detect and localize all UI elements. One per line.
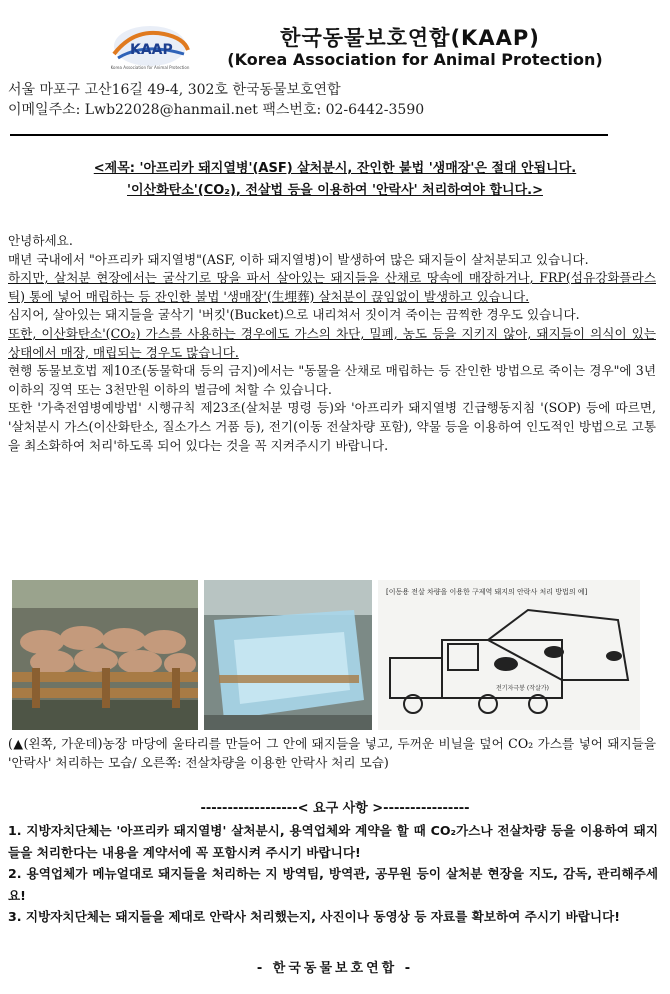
org-name: 한국동물보호연합(KAAP) [280, 26, 540, 50]
request-item: 3. 지방자치단체는 돼지들을 제대로 안락사 처리했는지, 사진이나 동영상 등 자료를 확보하여 주시기 바랍니다! [8, 909, 620, 924]
body-paragraph: 또한 '가축전염병예방법' 시행규칙 제23조(살처분 명령 등)와 '아프리카 돼지열병 긴급행동지침 '(SOP) 등에 따르면, '살처분시 가스(이산화탄소, 질소가스 거품 등), 전기(이동 전살차량 포함), 약물 등을 이용하여 인도적인 방법으로 고통을 최소화하여 처리'하도록 되어 있다는 것을 꼭 지켜주시기 바랍니다. [8, 400, 656, 453]
photo-strip [12, 580, 652, 730]
photo-caption: (▲(왼쪽, 가운데)농장 마당에 울타리를 만들어 그 안에 돼지들을 넣고, 두꺼운 비닐을 덮어 CO₂ 가스를 넣어 돼지들을 '안락사' 처리하는 모습/ 오른쪽: 전살차량을 이용한 안락사 처리 모습) [8, 736, 656, 770]
photo-plastic-covered-pen [204, 580, 372, 730]
body-paragraph: 또한, 이산화탄소'(CO₂) 가스를 사용하는 경우에도 가스의 차단, 밀폐, 농도 등을 지키지 않아, 돼지들이 의식이 있는 상태에서 매장, 매립되는 경우도 많습니다. [8, 325, 656, 360]
address: 서울 마포구 고산16길 49-4, 302호 한국동물보호연합 [8, 82, 341, 98]
body-paragraph: 하지만, 살처분 현장에서는 굴삭기로 땅을 파서 살아있는 돼지들을 산채로 땅속에 매장하거나, FRP(섬유강화플라스틱) 통에 넣어 매립하는 등 잔인한 불법 '생매장'(生埋葬) 살처분이 끊임없이 발생하고 있습니다. [8, 270, 656, 304]
title-line-1: <제목: '아프리카 돼지열병'(ASF) 살처분시, 잔인한 불법 '생매장'은 절대 안됩니다. [93, 161, 577, 176]
body-paragraph: 현행 동물보호법 제10조(동물학대 등의 금지)에서는 "동물을 산채로 매립하는 등 잔인한 방법으로 죽이는 경우"에 3년 이하의 징역 또는 3천만원 이하의 벌금에 처할 수 있습니다. [8, 363, 656, 397]
requests-list [8, 820, 658, 928]
letter-body [8, 232, 656, 455]
svg-text:KAAP: KAAP [130, 42, 173, 58]
body-paragraph: 심지어, 살아있는 돼지들을 굴삭기 '버킷'(Bucket)으로 내리쳐서 짓이겨 죽이는 끔찍한 경우도 있습니다. [8, 307, 580, 323]
letterhead [0, 0, 670, 80]
request-item: 2. 용역업체가 메뉴얼대로 돼지들을 처리하는 지 방역팀, 방역관, 공무원 등이 살처분 현장을 지도, 감독, 관리해주세요! [8, 866, 658, 903]
svg-text:전기자극봉 (작살가): 전기자극봉 (작살가) [496, 685, 549, 692]
title-line-2: '이산화탄소'(CO₂), 전살법 등을 이용하여 '안락사' 처리하여야 합니다.> [127, 183, 543, 198]
divider [10, 134, 608, 136]
svg-text:Korea Association for Animal P: Korea Association for Animal Protection [110, 65, 190, 70]
diagram-mobile-electric-vehicle [378, 580, 640, 730]
kaap-logo [104, 24, 196, 74]
photo-pigs-in-pen [12, 580, 198, 730]
contact-info: 이메일주소: Lwb22028@hanmail.net 팩스번호: 02-6442-3590 [8, 102, 425, 118]
body-paragraph: 매년 국내에서 "아프리카 돼지열병"(ASF, 이하 돼지열병)이 발생하여 많은 돼지들이 살처분되고 있습니다. [8, 251, 589, 267]
requests-header: ------------------< 요구 사항 >---------------- [200, 801, 470, 816]
request-item: 1. 지방자치단체는 '아프리카 돼지열병' 살처분시, 용역업체와 계약을 할 때 CO₂가스나 전살차량 등을 이용하여 돼지들을 처리한다는 내용을 계약서에 꼭 포함시켜 주시기 바랍니다! [8, 823, 658, 860]
org-name-english: (Korea Association for Animal Protection) [227, 50, 603, 69]
svg-text:[이동용 전살 차량을 이용한 구제역 돼지의 안락사 처리: [이동용 전살 차량을 이용한 구제역 돼지의 안락사 처리 방법의 예] [386, 588, 588, 596]
greeting: 안녕하세요. [8, 233, 73, 248]
signature: - 한국동물보호연합 - [256, 961, 414, 976]
letter-title [20, 158, 650, 202]
